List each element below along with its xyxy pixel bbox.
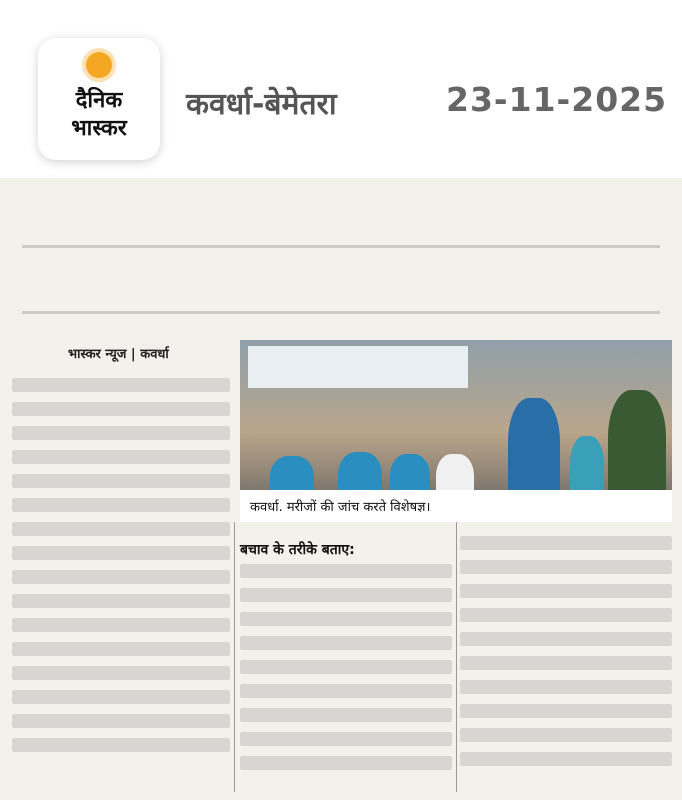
- text-line-placeholder: [460, 632, 672, 646]
- article-column-1: [12, 378, 230, 762]
- text-line-placeholder: [460, 680, 672, 694]
- text-line-placeholder: [12, 546, 230, 560]
- photo-caption: कवर्धा. मरीजों की जांच करते विशेषज्ञ।: [250, 500, 431, 515]
- text-line-placeholder: [12, 666, 230, 680]
- col2-lead: बचाव के तरीके बताए:: [240, 542, 355, 558]
- text-line-placeholder: [460, 728, 672, 742]
- headline-placeholder: [10, 196, 672, 336]
- text-line-placeholder: [12, 738, 230, 752]
- text-line-placeholder: [240, 588, 452, 602]
- text-line-placeholder: [460, 536, 672, 550]
- text-line-placeholder: [460, 704, 672, 718]
- sun-icon: [86, 52, 112, 78]
- text-line-placeholder: [12, 714, 230, 728]
- article-column-2: [240, 564, 452, 780]
- text-line-placeholder: [240, 660, 452, 674]
- text-line-placeholder: [12, 618, 230, 632]
- text-line-placeholder: [240, 756, 452, 770]
- headline-line-1: [22, 196, 660, 248]
- newspaper-logo[interactable]: [38, 38, 160, 160]
- photo-caption-bar: [240, 490, 672, 522]
- text-line-placeholder: [12, 522, 230, 536]
- text-line-placeholder: [12, 498, 230, 512]
- text-line-placeholder: [12, 402, 230, 416]
- edition-date: 23-11-2025: [446, 80, 668, 119]
- camp-banner: [248, 346, 468, 388]
- column-divider: [456, 522, 457, 792]
- text-line-placeholder: [12, 378, 230, 392]
- text-line-placeholder: [240, 684, 452, 698]
- text-line-placeholder: [12, 570, 230, 584]
- article-column-3: [460, 536, 672, 776]
- edition-name: कवर्धा-बेमेतरा: [186, 87, 337, 122]
- dateline: भास्कर न्यूज | कवर्धा: [68, 347, 169, 362]
- text-line-placeholder: [240, 732, 452, 746]
- logo-line-2: भास्कर: [71, 116, 127, 141]
- text-line-placeholder: [240, 612, 452, 626]
- text-line-placeholder: [12, 642, 230, 656]
- text-line-placeholder: [460, 584, 672, 598]
- text-line-placeholder: [12, 474, 230, 488]
- text-line-placeholder: [12, 450, 230, 464]
- headline-line-2: [22, 262, 660, 314]
- masthead: [0, 0, 682, 178]
- text-line-placeholder: [12, 426, 230, 440]
- text-line-placeholder: [240, 636, 452, 650]
- text-line-placeholder: [460, 560, 672, 574]
- text-line-placeholder: [460, 752, 672, 766]
- news-clipping: [0, 178, 682, 800]
- text-line-placeholder: [460, 656, 672, 670]
- text-line-placeholder: [240, 708, 452, 722]
- text-line-placeholder: [12, 594, 230, 608]
- article-photo: [240, 340, 672, 508]
- column-divider: [234, 522, 235, 792]
- text-line-placeholder: [240, 564, 452, 578]
- logo-line-1: दैनिक: [75, 88, 123, 113]
- text-line-placeholder: [460, 608, 672, 622]
- text-line-placeholder: [12, 690, 230, 704]
